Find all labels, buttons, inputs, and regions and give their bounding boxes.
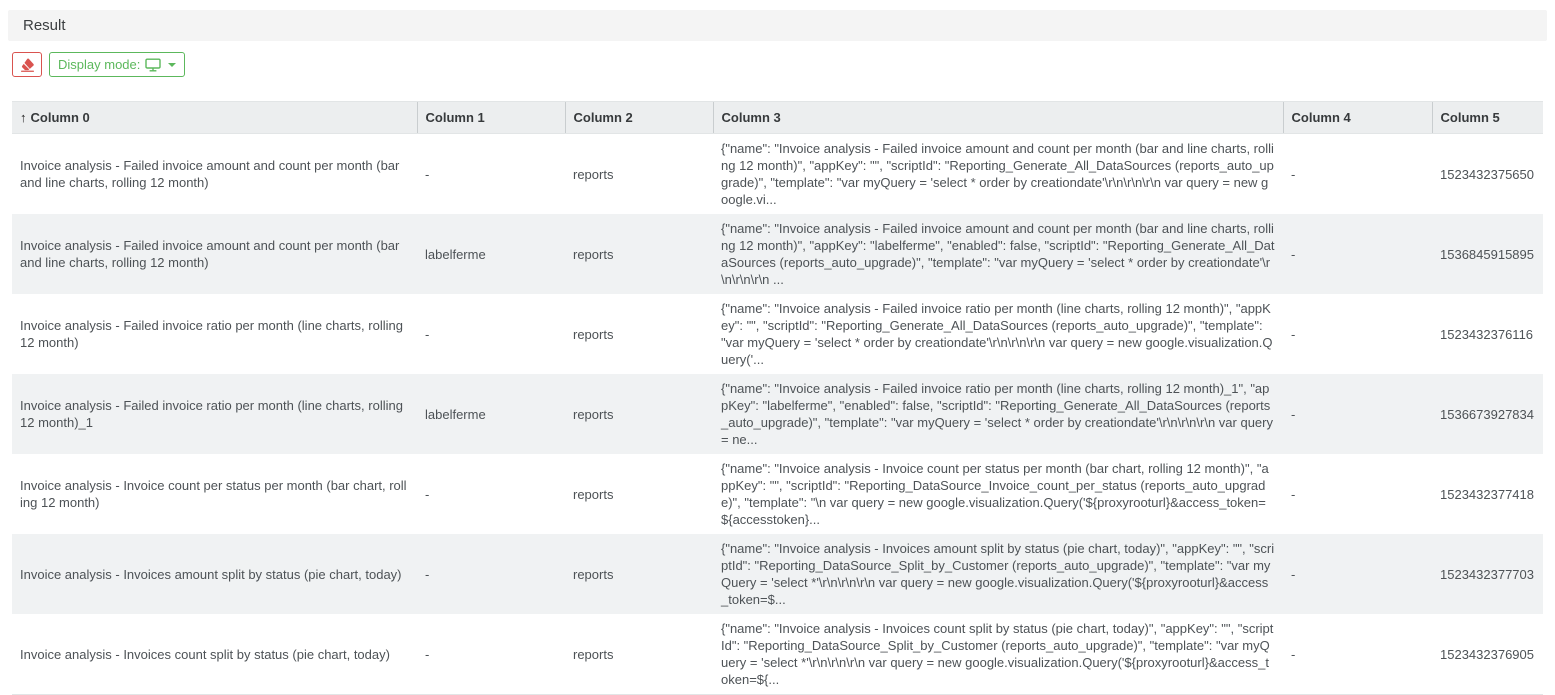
cell-column-5: 1523432377418	[1440, 486, 1534, 502]
cell-column-2: reports	[573, 486, 614, 502]
cell-column-1: -	[425, 326, 430, 342]
cell-column-0: Invoice analysis - Failed invoice amount and count per month (bar and line charts, rolling 12 month)	[20, 158, 400, 190]
cell-column-3: {"name": "Invoice analysis - Invoice count per status per month (bar chart, rolling 12 month)", "appKey": "", "scriptId": "Reporting_DataSource_Invoice_count_per_status (reports_auto_upgrade)", "template": "\n var query = new google.visualization.Query('${proxyrooturl}&access_token=${accesstoken}...	[721, 461, 1269, 527]
cell-column-0: Invoice analysis - Failed invoice ratio per month (line charts, rolling 12 month)_1	[20, 398, 403, 430]
column-header-label: Column 4	[1291, 110, 1351, 125]
cell-column-4: -	[1291, 406, 1296, 422]
column-header-1[interactable]	[417, 102, 565, 134]
sort-ascending-icon: ↑	[20, 110, 27, 125]
cell-column-4: -	[1291, 246, 1296, 262]
cell-column-5: 1523432376905	[1432, 614, 1543, 695]
table-row	[12, 454, 1543, 534]
toolbar	[12, 52, 1555, 77]
cell-column-5: 1523432377703	[1440, 566, 1534, 582]
cell-column-0: Invoice analysis - Invoice count per status per month (bar chart, rolling 12 month)	[20, 478, 407, 510]
result-panel-header	[8, 10, 1547, 41]
table-header-row	[12, 102, 1543, 134]
cell-column-0: Invoice analysis - Invoices count split by status (pie chart, today)	[12, 614, 417, 695]
table-body	[12, 134, 1543, 695]
cell-column-2: reports	[573, 326, 614, 342]
cell-column-5: 1536845915895	[1440, 246, 1534, 262]
column-header-4[interactable]	[1283, 102, 1432, 134]
cell-column-1: -	[425, 566, 430, 582]
cell-column-4: -	[1291, 326, 1296, 342]
table-row	[12, 294, 1543, 374]
cell-column-3: {"name": "Invoice analysis - Failed invoice ratio per month (line charts, rolling 12 month)_1", "appKey": "labelferme", "enabled": false, "scriptId": "Reporting_Generate_All_DataSources (reports_auto_upgrade)", "template": "var myQuery = 'select * order by creationdate'\r\n\r\n\r\n var query = ne...	[721, 381, 1273, 447]
cell-column-2: reports	[565, 614, 713, 695]
cell-column-1: labelferme	[425, 246, 486, 262]
cell-column-0: Invoice analysis - Invoices amount split by status (pie chart, today)	[20, 566, 402, 582]
column-header-label: Column 1	[425, 110, 485, 125]
cell-column-0: Invoice analysis - Failed invoice ratio per month (line charts, rolling 12 month)	[20, 318, 403, 350]
table-row	[12, 214, 1543, 294]
cell-column-1: -	[425, 166, 430, 182]
cell-column-5: 1536673927834	[1440, 406, 1534, 422]
table-row	[12, 134, 1543, 215]
cell-column-5: 1523432375650	[1440, 166, 1534, 182]
eraser-icon	[20, 58, 35, 72]
table-row	[12, 374, 1543, 454]
column-header-label: Column 2	[573, 110, 633, 125]
table-row	[12, 534, 1543, 614]
cell-column-3: {"name": "Invoice analysis - Failed invoice amount and count per month (bar and line charts, rolling 12 month)", "appKey": "", "scriptId": "Reporting_Generate_All_DataSources (reports_auto_upgrade)", "template": "var myQuery = 'select * order by creationdate'\r\n\r\n\r\n var query = new google.vi...	[721, 141, 1274, 207]
cell-column-2: reports	[573, 246, 614, 262]
cell-column-4: -	[1283, 614, 1432, 695]
result-table	[12, 101, 1543, 695]
column-header-5[interactable]	[1432, 102, 1543, 134]
column-header-2[interactable]	[565, 102, 713, 134]
display-mode-button[interactable]	[49, 52, 185, 77]
cell-column-3: {"name": "Invoice analysis - Failed invoice ratio per month (line charts, rolling 12 month)", "appKey": "", "scriptId": "Reporting_Generate_All_DataSources (reports_auto_upgrade)", "template": "var myQuery = 'select * order by creationdate'\r\n\r\n\r\n var query = new google.visualization.Query('...	[721, 301, 1273, 367]
cell-column-2: reports	[573, 566, 614, 582]
column-header-0[interactable]	[12, 102, 417, 134]
cell-column-1: -	[425, 486, 430, 502]
cell-column-3: {"name": "Invoice analysis - Failed invoice amount and count per month (bar and line charts, rolling 12 month)", "appKey": "labelferme", "enabled": false, "scriptId": "Reporting_Generate_All_DataSources (reports_auto_upgrade)", "template": "var myQuery = 'select * order by creationdate'\r\n\r\n\r\n ...	[721, 221, 1275, 287]
caret-down-icon	[168, 63, 176, 67]
cell-column-2: reports	[573, 406, 614, 422]
table-row	[12, 614, 1543, 695]
cell-column-0: Invoice analysis - Failed invoice amount and count per month (bar and line charts, rolling 12 month)	[20, 238, 400, 270]
cell-column-3: {"name": "Invoice analysis - Invoices count split by status (pie chart, today)", "appKey": "", "scriptId": "Reporting_DataSource_Split_by_Customer (reports_auto_upgrade)", "template": "var myQuery = 'select *'\r\n\r\n\r\n var query = new google.visualization.Query('${proxyrooturl}&access_token=${...	[713, 614, 1283, 695]
cell-column-1: -	[417, 614, 565, 695]
result-table-container	[12, 101, 1543, 695]
panel-title: Result	[23, 17, 66, 34]
cell-column-3: {"name": "Invoice analysis - Invoices amount split by status (pie chart, today)", "appKey": "", "scriptId": "Reporting_DataSource_Split_by_Customer (reports_auto_upgrade)", "template": "var myQuery = 'select *'\r\n\r\n\r\n var query = new google.visualization.Query('${proxyrooturl}&access_token=$...	[721, 541, 1275, 607]
cell-column-2: reports	[573, 166, 614, 182]
display-mode-label: Display mode:	[58, 57, 141, 72]
cell-column-5: 1523432376116	[1440, 326, 1534, 342]
column-header-label: Column 5	[1440, 110, 1500, 125]
cell-column-4: -	[1291, 486, 1296, 502]
cell-column-4: -	[1291, 566, 1296, 582]
cell-column-1: labelferme	[425, 406, 486, 422]
column-header-label: Column 3	[721, 110, 781, 125]
column-header-3[interactable]	[713, 102, 1283, 134]
clear-results-button[interactable]	[12, 52, 42, 77]
cell-column-4: -	[1291, 166, 1296, 182]
column-header-label: Column 0	[30, 110, 90, 125]
monitor-icon	[145, 58, 161, 72]
